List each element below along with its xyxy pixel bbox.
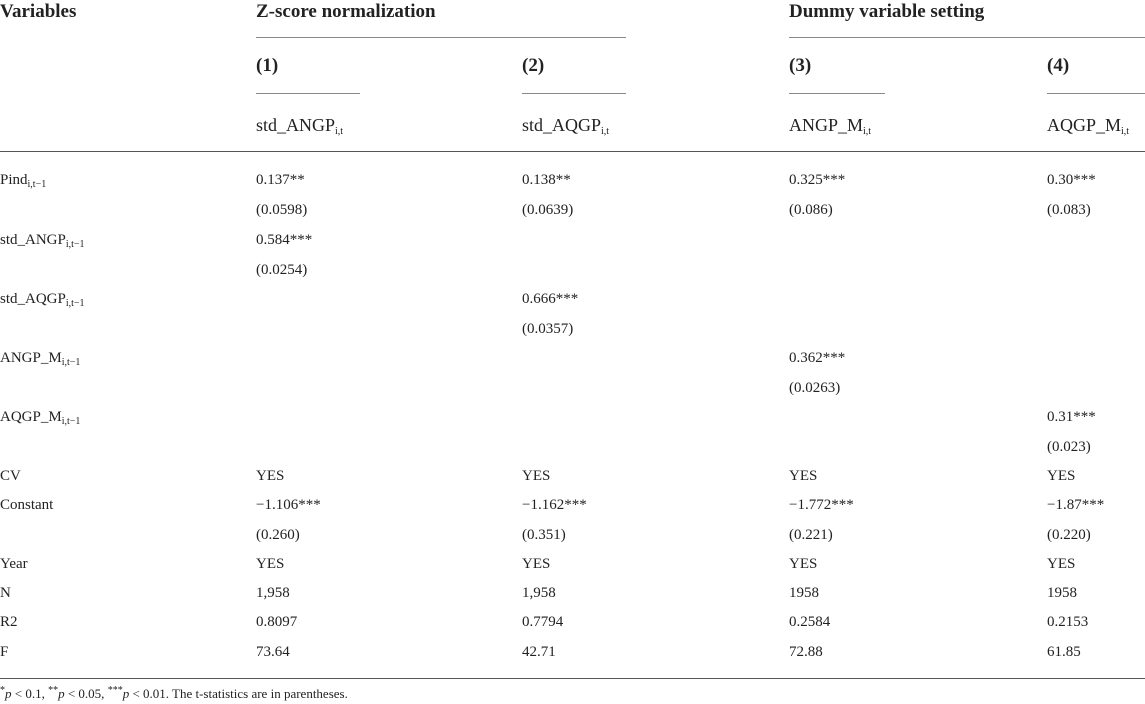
coef-cell: YES — [1047, 468, 1076, 484]
row-label: R2 — [0, 614, 18, 630]
col2-rule — [522, 93, 626, 94]
coef-cell: −1.162*** — [522, 497, 587, 513]
col4-rule — [1047, 93, 1145, 94]
se-cell: (0.0357) — [522, 321, 574, 337]
coef-cell: 0.325*** — [789, 172, 846, 188]
coef-cell: 1958 — [789, 585, 819, 601]
row-label: $ANGP\_M_{i,t-1}$ — [0, 350, 81, 368]
group1-rule — [256, 37, 626, 38]
row-label: Constant — [0, 497, 54, 513]
col3-rule — [789, 93, 885, 94]
row-label: CV — [0, 468, 21, 484]
row-label: Pind$_{i,t-1}$ — [0, 172, 47, 190]
coef-cell: YES — [256, 468, 285, 484]
coef-cell: 0.137** — [256, 172, 305, 188]
zscore-group-header: Z-score normalization — [256, 1, 436, 22]
se-cell: (0.0598) — [256, 202, 308, 218]
coef-cell: 0.8097 — [256, 614, 298, 630]
se-cell: (0.083) — [1047, 202, 1091, 218]
row-label: $AQGP\_M_{i,t-1}$ — [0, 409, 81, 427]
row-label: Year — [0, 556, 28, 572]
col-number-4: (4) — [1047, 55, 1070, 76]
coef-cell: YES — [789, 468, 818, 484]
se-cell: (0.0263) — [789, 380, 841, 396]
coef-cell: −1.772*** — [789, 497, 854, 513]
coef-cell: 1,958 — [256, 585, 290, 601]
coef-cell: −1.106*** — [256, 497, 321, 513]
coef-cell: YES — [522, 468, 551, 484]
row-label: $std\_AQGP_{i,t-1}$ — [0, 291, 85, 309]
coef-cell: 0.2153 — [1047, 614, 1089, 630]
header-bottom-rule — [0, 151, 1145, 152]
group2-rule — [789, 37, 1145, 38]
variables-header: Variables — [0, 1, 77, 22]
col1-rule — [256, 93, 360, 94]
coef-cell: 42.71 — [522, 644, 556, 660]
col-var-1: $std\_ANGP_{i,t}$ — [256, 115, 344, 137]
coef-cell: 0.666*** — [522, 291, 579, 307]
col-var-2: $std\_AQGP_{i,t}$ — [522, 115, 610, 137]
row-label: F — [0, 644, 9, 660]
se-cell: (0.220) — [1047, 527, 1091, 543]
coef-cell: 73.64 — [256, 644, 290, 660]
se-cell: (0.023) — [1047, 439, 1091, 455]
col-var-3: $ANGP\_M_{i,t}$ — [789, 115, 872, 137]
coef-cell: 0.138** — [522, 172, 571, 188]
coef-cell: YES — [1047, 556, 1076, 572]
coef-cell: YES — [522, 556, 551, 572]
se-cell: (0.260) — [256, 527, 300, 543]
coef-cell: 72.88 — [789, 644, 823, 660]
col-number-2: (2) — [522, 55, 545, 76]
coef-cell: 0.7794 — [522, 614, 564, 630]
se-cell: (0.0639) — [522, 202, 574, 218]
coef-cell: 0.31*** — [1047, 409, 1096, 425]
coef-cell: 61.85 — [1047, 644, 1081, 660]
row-label: N — [0, 585, 11, 601]
col-var-4: $AQGP\_M_{i,t}$ — [1047, 115, 1130, 137]
coef-cell: −1.87*** — [1047, 497, 1105, 513]
coef-cell: 0.30*** — [1047, 172, 1096, 188]
col-number-1: (1) — [256, 55, 279, 76]
se-cell: (0.086) — [789, 202, 833, 218]
coef-cell: 0.2584 — [789, 614, 831, 630]
se-cell: (0.221) — [789, 527, 833, 543]
table-bottom-rule — [0, 678, 1145, 679]
se-cell: (0.0254) — [256, 262, 308, 278]
coef-cell: YES — [789, 556, 818, 572]
coef-cell: 1,958 — [522, 585, 556, 601]
coef-cell: YES — [256, 556, 285, 572]
coef-cell: 0.362*** — [789, 350, 846, 366]
col-number-3: (3) — [789, 55, 812, 76]
footnote: *p < 0.1, **p < 0.05, ***p < 0.01. The t-statistics are in parentheses. — [0, 685, 348, 701]
coef-cell: 1958 — [1047, 585, 1077, 601]
row-label: $std\_ANGP_{i,t-1}$ — [0, 232, 85, 250]
coef-cell: 0.584*** — [256, 232, 313, 248]
se-cell: (0.351) — [522, 527, 566, 543]
dummy-group-header: Dummy variable setting — [789, 1, 985, 22]
